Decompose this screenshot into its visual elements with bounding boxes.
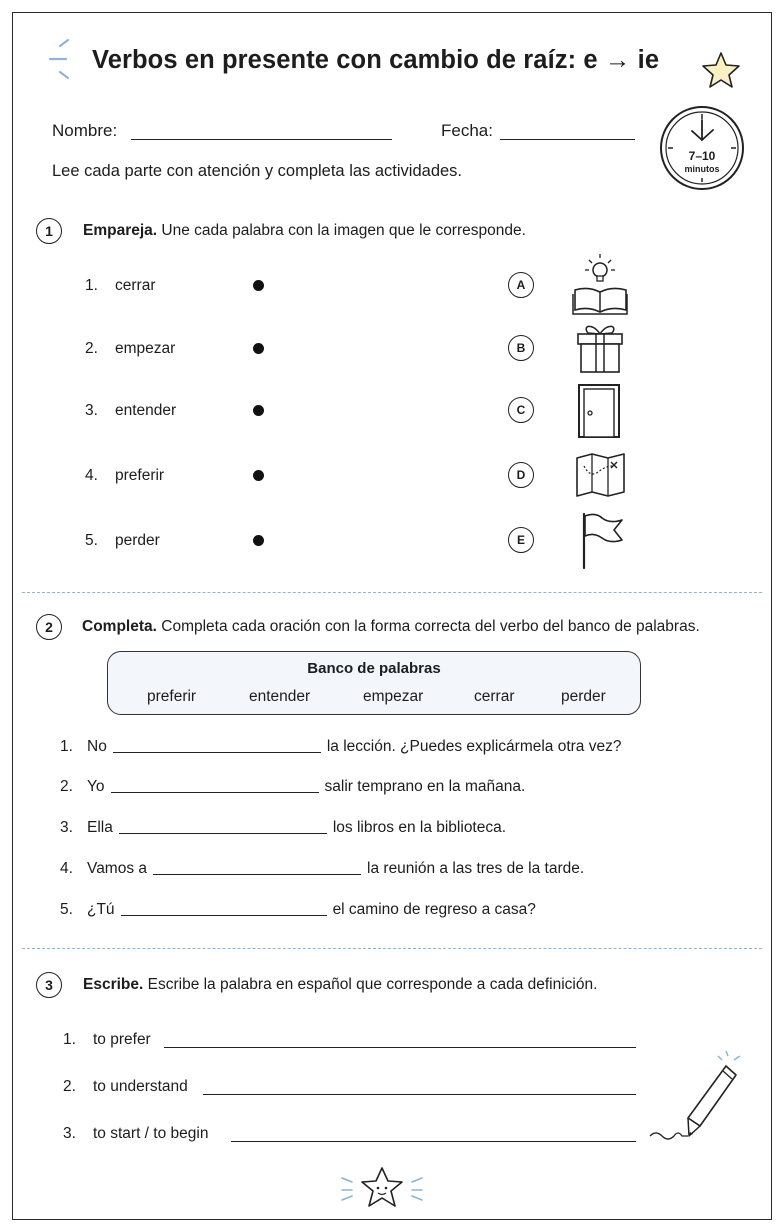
match-item-number: 2. (85, 340, 98, 357)
match-item-word: perder (115, 532, 160, 549)
section-3-instructions (83, 976, 597, 994)
definition-row (63, 1078, 188, 1096)
section-2-heading: Completa. (82, 618, 157, 635)
name-label: Nombre: (52, 121, 118, 140)
definition-answer-line[interactable] (231, 1141, 636, 1142)
match-item-number: 3. (85, 402, 98, 419)
match-item-number: 5. (85, 532, 98, 549)
sentence-end: salir temprano en la mañana. (324, 778, 526, 795)
sentence-end: la lección. ¿Puedes explicármela otra vez? (326, 738, 622, 755)
sentence-number: 3. (60, 819, 73, 836)
match-dot[interactable] (253, 280, 264, 291)
match-item-number: 1. (85, 277, 98, 294)
definition-row (63, 1031, 151, 1049)
section-2-number: 2 (36, 614, 62, 640)
time-estimate: 7–10 (688, 149, 716, 163)
word-bank-word: entender (249, 688, 311, 705)
definition-prompt: to start / to begin (93, 1125, 209, 1142)
sentence-blank[interactable] (121, 904, 327, 916)
star-icon (700, 50, 742, 90)
section-1-instructions (83, 222, 526, 240)
sentence-number: 4. (60, 860, 73, 877)
sentence-start: Ella (87, 819, 113, 836)
match-letter[interactable]: B (508, 335, 534, 361)
map-icon (574, 450, 628, 498)
sentence-row (60, 860, 584, 878)
match-letter[interactable]: A (508, 272, 534, 298)
match-letter[interactable]: E (508, 527, 534, 553)
definition-number: 2. (63, 1078, 76, 1095)
word-bank-word: preferir (147, 688, 197, 705)
sparkle-icon (46, 38, 76, 82)
sentence-row (60, 901, 536, 919)
gift-icon (574, 320, 626, 376)
section-3-heading: Escribe. (83, 976, 144, 993)
door-icon (576, 382, 622, 440)
section-2-text: Completa cada oración con la forma correcta del verbo del banco de palabras. (161, 618, 700, 635)
match-letter[interactable]: C (508, 397, 534, 423)
word-bank (107, 651, 641, 715)
sentence-end: los libros en la biblioteca. (332, 819, 507, 836)
pencil-icon (648, 1050, 748, 1146)
word-bank-word: cerrar (474, 688, 515, 705)
section-3-number: 3 (36, 972, 62, 998)
sentence-blank[interactable] (113, 741, 321, 753)
sentence-start: Yo (87, 778, 105, 795)
sentence-number: 1. (60, 738, 73, 755)
clock-icon (658, 104, 746, 192)
sentence-start: ¿Tú (87, 901, 115, 918)
section-divider (22, 592, 762, 593)
instructions-text: Lee cada parte con atención y completa las actividades. (52, 162, 463, 180)
definition-number: 3. (63, 1125, 76, 1142)
definition-number: 1. (63, 1031, 76, 1048)
match-dot[interactable] (253, 405, 264, 416)
date-field[interactable] (500, 139, 635, 140)
definition-answer-line[interactable] (164, 1047, 636, 1048)
sentence-row (60, 738, 621, 756)
sentence-blank[interactable] (153, 863, 361, 875)
section-1-number: 1 (36, 218, 62, 244)
book-lightbulb-icon (570, 252, 632, 316)
word-bank-word: perder (561, 688, 606, 705)
section-1-text: Une cada palabra con la imagen que le corresponde. (161, 222, 526, 239)
section-divider (22, 948, 762, 949)
time-unit: minutos (684, 164, 720, 174)
sentence-start: No (87, 738, 107, 755)
sentence-start: Vamos a (87, 860, 148, 877)
date-label: Fecha: (441, 121, 493, 140)
definition-row (63, 1125, 208, 1143)
definition-prompt: to prefer (93, 1031, 151, 1048)
sentence-blank[interactable] (111, 781, 319, 793)
match-dot[interactable] (253, 470, 264, 481)
sentence-blank[interactable] (119, 822, 327, 834)
match-item-word: entender (115, 402, 177, 419)
page-title: Verbos en presente con cambio de raíz: e → ie (92, 46, 660, 74)
match-dot[interactable] (253, 343, 264, 354)
sentence-end: el camino de regreso a casa? (332, 901, 536, 918)
word-bank-word: empezar (363, 688, 424, 705)
smiling-star-icon (338, 1164, 426, 1212)
match-item-word: empezar (115, 340, 176, 357)
flag-icon (578, 510, 626, 570)
match-item-word: preferir (115, 467, 165, 484)
definition-prompt: to understand (93, 1078, 188, 1095)
sentence-number: 2. (60, 778, 73, 795)
name-field[interactable] (131, 139, 392, 140)
word-bank-title: Banco de palabras (307, 660, 441, 677)
sentence-row (60, 778, 525, 796)
sentence-row (60, 819, 506, 837)
sentence-number: 5. (60, 901, 73, 918)
section-2-instructions (82, 618, 700, 636)
match-item-word: cerrar (115, 277, 156, 294)
section-1-heading: Empareja. (83, 222, 158, 239)
match-item-number: 4. (85, 467, 98, 484)
sentence-end: la reunión a las tres de la tarde. (367, 860, 585, 877)
section-3-text: Escribe la palabra en español que corresponde a cada definición. (147, 976, 598, 993)
match-letter[interactable]: D (508, 462, 534, 488)
definition-answer-line[interactable] (203, 1094, 636, 1095)
match-dot[interactable] (253, 535, 264, 546)
